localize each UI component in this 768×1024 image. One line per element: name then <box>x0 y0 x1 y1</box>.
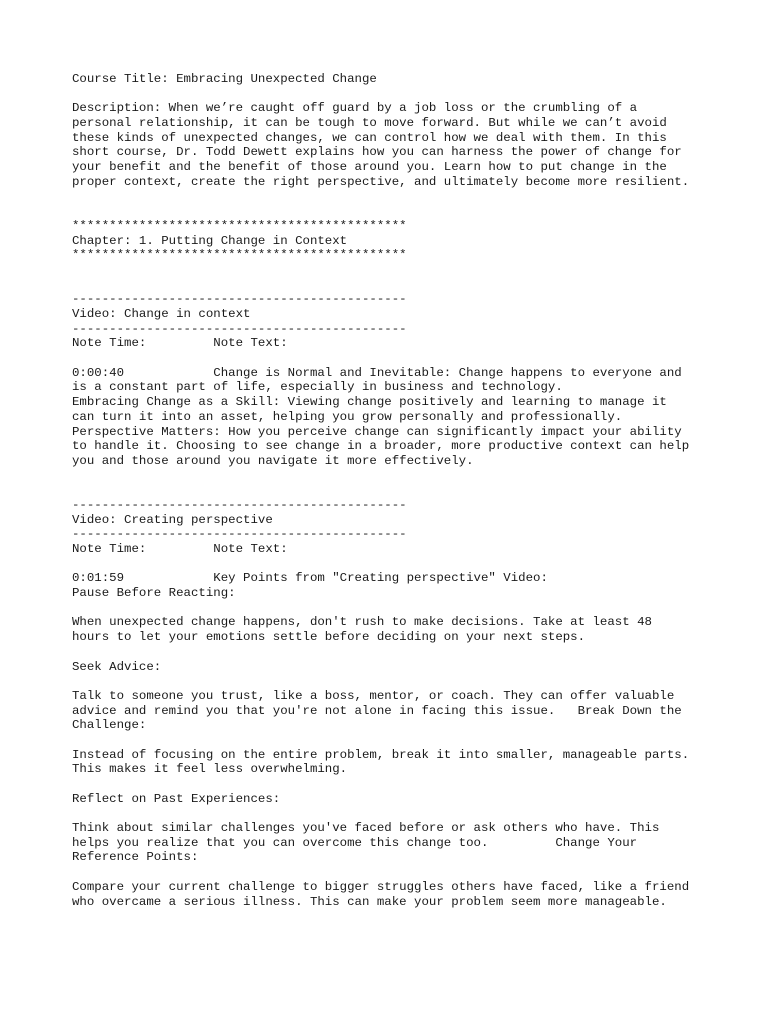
blank-line <box>72 87 712 102</box>
text-line: short course, Dr. Todd Dewett explains how you can harness the power of change for <box>72 145 682 160</box>
text-line: Chapter: 1. Putting Change in Context <box>72 233 348 248</box>
text-line: your benefit and the benefit of those around you. Learn how to put change in the <box>72 160 667 175</box>
text-line: When unexpected change happens, don't rush to make decisions. Take at least 48 <box>72 615 652 630</box>
document-page <box>72 72 712 909</box>
text-line: 0:00:40 Change is Normal and Inevitable: Change happens to everyone and <box>72 365 682 380</box>
text-line: personal relationship, it can be tough to move forward. But while we can’t avoid <box>72 116 667 131</box>
text-line: Talk to someone you trust, like a boss, mentor, or coach. They can offer valuable <box>72 688 675 703</box>
text-line: hours to let your emotions settle before deciding on your next steps. <box>72 630 586 645</box>
text-line: Compare your current challenge to bigger struggles others have faced, like a friend <box>72 879 690 894</box>
blank-line <box>72 278 712 293</box>
blank-line <box>72 469 712 484</box>
text-line: Note Time: Note Text: <box>72 542 288 556</box>
text-line: Instead of focusing on the entire problem, break it into smaller, manageable parts. <box>72 747 690 762</box>
text-line: Pause Before Reacting: <box>72 586 236 601</box>
blank-line <box>72 733 712 748</box>
text-line: Course Title: Embracing Unexpected Change <box>72 72 377 86</box>
blank-line <box>72 645 712 660</box>
text-line: Seek Advice: <box>72 659 162 674</box>
text-line: is a constant part of life, especially in business and technology. <box>72 380 563 395</box>
text-line: to handle it. Choosing to see change in a broader, more productive context can help <box>72 439 690 454</box>
text-line: 0:01:59 Key Points from "Creating perspective" Video: <box>72 571 548 586</box>
text-line: Reflect on Past Experiences: <box>72 791 281 806</box>
text-line: --------------------------------------------- <box>72 497 407 512</box>
blank-line <box>72 601 712 616</box>
text-line: helps you realize that you can overcome this change too. Change Your <box>72 835 638 850</box>
text-line: advice and remind you that you're not alone in facing this issue. Break Down the <box>72 703 682 718</box>
text-line: Perspective Matters: How you perceive change can significantly impact your ability <box>72 424 682 439</box>
blank-line <box>72 674 712 689</box>
text-line: Reference Points: <box>72 850 199 865</box>
blank-line <box>72 263 712 278</box>
text-line: Video: Change in context <box>72 307 251 321</box>
text-line: ********************************************* <box>72 218 407 233</box>
text-line: these kinds of unexpected changes, we can control how we deal with them. In this <box>72 130 667 145</box>
text-line: Embracing Change as a Skill: Viewing change positively and learning to manage it <box>72 395 667 410</box>
blank-line <box>72 483 712 498</box>
blank-line <box>72 351 712 366</box>
text-line: proper context, create the right perspective, and ultimately become more resilient. <box>72 174 690 189</box>
text-line: ********************************************* <box>72 248 407 263</box>
blank-line <box>72 190 712 205</box>
text-line: Challenge: <box>72 718 147 733</box>
text-line: --------------------------------------------- <box>72 292 407 307</box>
text-line: Video: Creating perspective <box>72 512 273 527</box>
text-line: This makes it feel less overwhelming. <box>72 762 348 777</box>
blank-line <box>72 557 712 572</box>
blank-line <box>72 865 712 880</box>
text-line: --------------------------------------------- <box>72 527 407 542</box>
text-line: can turn it into an asset, helping you grow personally and professionally. <box>72 409 623 424</box>
blank-line <box>72 204 712 219</box>
text-line: Think about similar challenges you've faced before or ask others who have. This <box>72 821 660 836</box>
text-line: --------------------------------------------- <box>72 321 407 336</box>
text-line: Note Time: Note Text: <box>72 336 288 351</box>
text-line: you and those around you navigate it more effectively. <box>72 453 474 468</box>
text-line: Description: When we’re caught off guard by a job loss or the crumbling of a <box>72 101 638 116</box>
blank-line <box>72 806 712 821</box>
text-line: who overcame a serious illness. This can make your problem seem more manageable. <box>72 894 667 909</box>
blank-line <box>72 777 712 792</box>
